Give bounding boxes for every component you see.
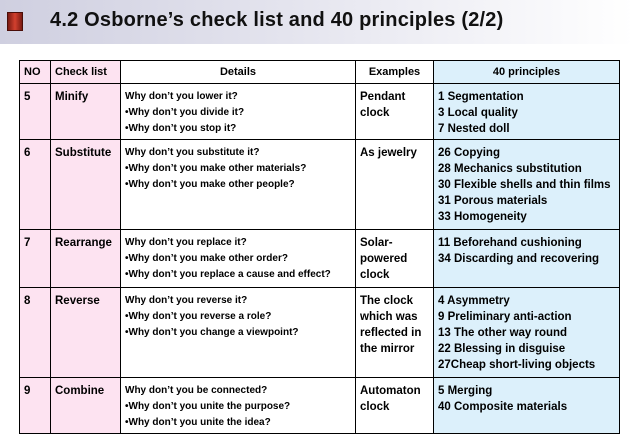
principle-item: 1 Segmentation (438, 91, 524, 103)
cell-examples (356, 230, 434, 288)
details-line: •Why don’t you unite the idea? (125, 417, 271, 428)
cell-no: 9 (20, 378, 51, 434)
header-40-principles: 40 principles (434, 61, 620, 84)
details-line: •Why don’t you reverse a role? (125, 311, 272, 322)
principle-item: 4 Asymmetry (438, 295, 510, 307)
example-line: The clock (360, 295, 414, 307)
cell-no: 8 (20, 288, 51, 378)
principle-item: 40 Composite materials (438, 401, 568, 413)
details-line: •Why don’t you stop it? (125, 123, 237, 134)
cell-principles (434, 230, 620, 288)
cell-check-list: Rearrange (51, 230, 121, 288)
example-line: the mirror (360, 343, 415, 355)
title-bar (0, 0, 634, 44)
table-row (20, 288, 620, 378)
details-line: Why don’t you be connected? (125, 385, 268, 396)
cell-examples (356, 378, 434, 434)
example-line: powered (360, 253, 408, 265)
details-line: Why don’t you replace it? (125, 237, 247, 248)
cell-principles (434, 288, 620, 378)
principle-item: 22 Blessing in disguise (438, 343, 566, 355)
table-header-row (20, 61, 620, 84)
cell-no: 7 (20, 230, 51, 288)
cell-details (121, 140, 356, 230)
principle-item: 27Cheap short-living objects (438, 359, 596, 371)
details-line: •Why don’t you make other order? (125, 253, 288, 264)
header-no: NO (20, 61, 51, 84)
principle-item: 9 Preliminary anti-action (438, 311, 572, 323)
principle-item: 31 Porous materials (438, 195, 548, 207)
principle-item: 5 Merging (438, 385, 493, 397)
cell-no: 6 (20, 140, 51, 230)
example-line: As jewelry (360, 147, 417, 159)
cell-details (121, 378, 356, 434)
checklist-table (19, 60, 620, 434)
page-title: 4.2 Osborne’s check list and 40 principles (2/2) (50, 9, 504, 31)
cell-principles (434, 140, 620, 230)
table-row (20, 378, 620, 434)
cell-examples (356, 140, 434, 230)
example-line: clock (360, 401, 390, 413)
principle-item: 3 Local quality (438, 107, 518, 119)
details-line: Why don’t you reverse it? (125, 295, 248, 306)
example-line: clock (360, 269, 390, 281)
principle-item: 34 Discarding and recovering (438, 253, 600, 265)
principle-item: 30 Flexible shells and thin films (438, 179, 611, 191)
details-line: •Why don’t you replace a cause and effect? (125, 269, 331, 280)
cell-check-list: Substitute (51, 140, 121, 230)
table-row (20, 140, 620, 230)
details-line: •Why don’t you make other materials? (125, 163, 307, 174)
details-line: •Why don’t you change a viewpoint? (125, 327, 299, 338)
cell-examples (356, 84, 434, 140)
example-line: Solar- (360, 237, 393, 249)
cell-check-list: Combine (51, 378, 121, 434)
principle-item: 7 Nested doll (438, 123, 510, 135)
table-row (20, 84, 620, 140)
details-line: Why don’t you lower it? (125, 91, 238, 102)
principle-item: 28 Mechanics substitution (438, 163, 582, 175)
details-line: •Why don’t you unite the purpose? (125, 401, 291, 412)
principle-item: 11 Beforehand cushioning (438, 237, 582, 249)
header-examples: Examples (356, 61, 434, 84)
cell-check-list: Reverse (51, 288, 121, 378)
cell-details (121, 84, 356, 140)
cell-details (121, 288, 356, 378)
header-details: Details (121, 61, 356, 84)
header-check-list: Check list (51, 61, 121, 84)
example-line: clock (360, 107, 390, 119)
principle-item: 26 Copying (438, 147, 500, 159)
details-line: •Why don’t you make other people? (125, 179, 295, 190)
example-line: Automaton (360, 385, 421, 397)
details-line: •Why don’t you divide it? (125, 107, 245, 118)
example-line: which was (360, 311, 418, 323)
cell-examples (356, 288, 434, 378)
principle-item: 33 Homogeneity (438, 211, 527, 223)
cell-principles (434, 378, 620, 434)
cell-details (121, 230, 356, 288)
book-icon (7, 12, 23, 31)
cell-no: 5 (20, 84, 51, 140)
principle-item: 13 The other way round (438, 327, 568, 339)
cell-principles (434, 84, 620, 140)
details-line: Why don’t you substitute it? (125, 147, 260, 158)
cell-check-list: Minify (51, 84, 121, 140)
example-line: Pendant (360, 91, 406, 103)
example-line: reflected in (360, 327, 422, 339)
table-row (20, 230, 620, 288)
